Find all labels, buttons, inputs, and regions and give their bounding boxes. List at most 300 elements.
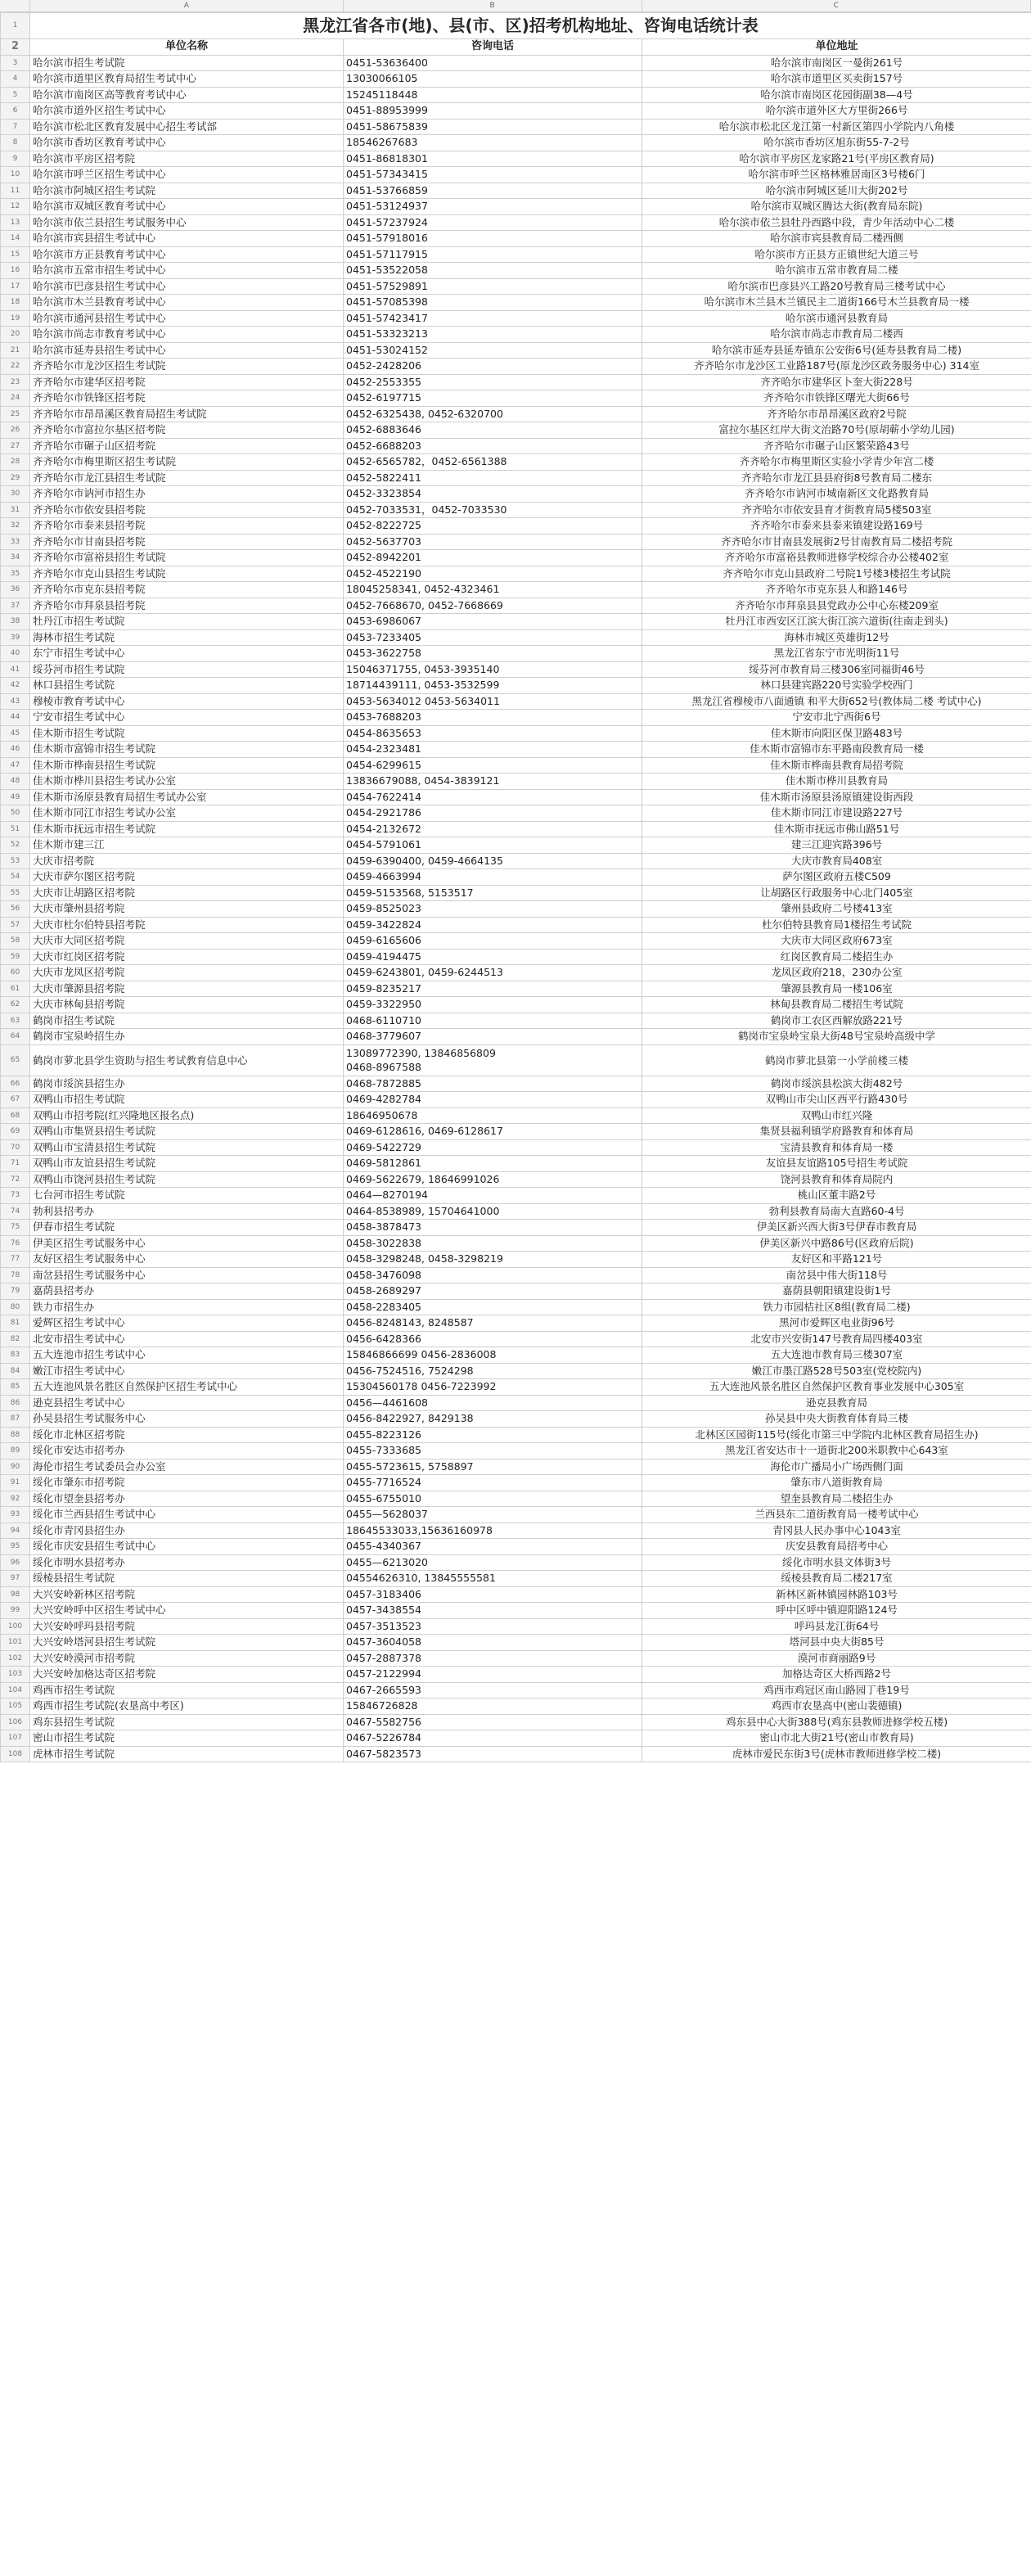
row-number[interactable]: 87 [1, 1411, 30, 1428]
cell-phone[interactable]: 0469-5622679, 18646991026 [344, 1171, 642, 1188]
cell-unit-name[interactable]: 绥棱县招生考试院 [30, 1571, 344, 1587]
cell-address[interactable]: 庆安县教育局招考中心 [642, 1539, 1031, 1555]
row-number[interactable]: 91 [1, 1475, 30, 1491]
cell-address[interactable]: 呼玛县龙江街64号 [642, 1618, 1031, 1635]
row-number[interactable]: 64 [1, 1029, 30, 1045]
cell-unit-name[interactable]: 佳木斯市桦南县招生考试院 [30, 757, 344, 774]
cell-address[interactable]: 哈尔滨市松北区龙江第一村新区第四小学院内八角楼 [642, 119, 1031, 135]
cell-phone[interactable]: 0455-7333685 [344, 1443, 642, 1459]
row-number[interactable]: 47 [1, 757, 30, 774]
cell-phone[interactable]: 0452-6565782，0452-6561388 [344, 454, 642, 471]
cell-phone[interactable]: 0459-4663994 [344, 869, 642, 886]
cell-unit-name[interactable]: 孙吴县招生考试服务中心 [30, 1411, 344, 1428]
cell-phone[interactable]: 0452-7033531，0452-7033530 [344, 502, 642, 518]
column-letter-a[interactable]: A [30, 0, 344, 11]
cell-phone[interactable]: 0458-3022838 [344, 1235, 642, 1252]
cell-phone[interactable]: 0457-2122994 [344, 1667, 642, 1683]
cell-address[interactable]: 让胡路区行政服务中心北门405室 [642, 885, 1031, 901]
cell-unit-name[interactable]: 大庆市萨尔图区招考院 [30, 869, 344, 886]
cell-address[interactable]: 海林市城区英雄街12号 [642, 629, 1031, 646]
cell-address[interactable]: 齐齐哈尔市铁锋区曙光大街66号 [642, 390, 1031, 407]
cell-phone[interactable]: 0452-6325438, 0452-6320700 [344, 406, 642, 422]
cell-phone[interactable]: 0452-4522190 [344, 566, 642, 582]
row-number[interactable]: 1 [1, 13, 30, 39]
cell-address[interactable]: 鹤岗市工农区西解放路221号 [642, 1013, 1031, 1029]
row-number[interactable]: 52 [1, 837, 30, 854]
cell-unit-name[interactable]: 鹤岗市招生考试院 [30, 1013, 344, 1029]
cell-phone[interactable]: 0451-57343415 [344, 167, 642, 183]
cell-address[interactable]: 绥芬河市教育局三楼306室同福街46号 [642, 661, 1031, 678]
cell-unit-name[interactable]: 虎林市招生考试院 [30, 1746, 344, 1762]
row-number[interactable]: 46 [1, 742, 30, 758]
cell-phone[interactable]: 0451-53323213 [344, 327, 642, 343]
cell-phone[interactable]: 0451-57117915 [344, 246, 642, 263]
row-number[interactable]: 67 [1, 1092, 30, 1108]
cell-unit-name[interactable]: 绥化市肇东市招考院 [30, 1475, 344, 1491]
cell-phone[interactable]: 0451-88953999 [344, 103, 642, 120]
row-number[interactable]: 85 [1, 1379, 30, 1396]
row-number[interactable]: 11 [1, 183, 30, 199]
cell-phone[interactable]: 0458-3878473 [344, 1220, 642, 1236]
cell-address[interactable]: 密山市北大街21号(密山市教育局) [642, 1730, 1031, 1747]
row-number[interactable]: 83 [1, 1347, 30, 1364]
cell-unit-name[interactable]: 绥化市庆安县招生考试中心 [30, 1539, 344, 1555]
row-number[interactable]: 98 [1, 1586, 30, 1603]
row-number[interactable]: 8 [1, 135, 30, 151]
cell-unit-name[interactable]: 哈尔滨市道里区教育局招生考试中心 [30, 71, 344, 88]
cell-address[interactable]: 勃利县教育局南大直路60-4号 [642, 1203, 1031, 1220]
cell-unit-name[interactable]: 鸡西市招生考试院 [30, 1682, 344, 1699]
row-number[interactable]: 23 [1, 374, 30, 390]
row-number[interactable]: 100 [1, 1618, 30, 1635]
row-number[interactable]: 94 [1, 1523, 30, 1539]
row-number[interactable]: 88 [1, 1427, 30, 1443]
cell-unit-name[interactable]: 佳木斯市招生考试院 [30, 725, 344, 742]
cell-address[interactable]: 哈尔滨市道里区买卖街157号 [642, 71, 1031, 88]
row-number[interactable]: 18 [1, 295, 30, 311]
cell-phone[interactable]: 18546267683 [344, 135, 642, 151]
column-letter-c[interactable]: C [642, 0, 1031, 11]
row-number[interactable]: 6 [1, 103, 30, 120]
cell-address[interactable]: 哈尔滨市平房区龙家路21号(平房区教育局) [642, 151, 1031, 167]
cell-address[interactable]: 呼中区呼中镇迎阳路124号 [642, 1603, 1031, 1619]
cell-address[interactable]: 佳木斯市同江市建设路227号 [642, 805, 1031, 822]
cell-phone[interactable]: 0468-3779607 [344, 1029, 642, 1045]
row-number[interactable]: 48 [1, 774, 30, 790]
row-number[interactable]: 39 [1, 629, 30, 646]
cell-phone[interactable]: 0452-5637703 [344, 534, 642, 550]
cell-unit-name[interactable]: 海林市招生考试院 [30, 629, 344, 646]
row-number[interactable]: 104 [1, 1682, 30, 1699]
cell-address[interactable]: 孙吴县中央大街教育体育局三楼 [642, 1411, 1031, 1428]
cell-address[interactable]: 哈尔滨市双城区腾达大街(教育局东院) [642, 199, 1031, 215]
cell-address[interactable]: 伊美区新兴西大街3号伊春市教育局 [642, 1220, 1031, 1236]
cell-phone[interactable]: 0454-8635653 [344, 725, 642, 742]
cell-address[interactable]: 嫩江市墨江路528号503室(党校院内) [642, 1363, 1031, 1379]
row-number[interactable]: 9 [1, 151, 30, 167]
row-number[interactable]: 42 [1, 678, 30, 694]
row-number[interactable]: 37 [1, 598, 30, 614]
cell-phone[interactable]: 0456-6428366 [344, 1331, 642, 1347]
cell-phone[interactable]: 0451-58675839 [344, 119, 642, 135]
row-number[interactable]: 96 [1, 1554, 30, 1571]
row-number[interactable]: 2 [1, 39, 30, 56]
row-number[interactable]: 16 [1, 263, 30, 279]
cell-unit-name[interactable]: 齐齐哈尔市克山县招生考试院 [30, 566, 344, 582]
cell-phone[interactable]: 0464-8538989, 15704641000 [344, 1203, 642, 1220]
cell-unit-name[interactable]: 绥芬河市招生考试院 [30, 661, 344, 678]
cell-unit-name[interactable]: 大庆市红岗区招考院 [30, 949, 344, 965]
row-number[interactable]: 99 [1, 1603, 30, 1619]
cell-address[interactable]: 齐齐哈尔市克东县人和路146号 [642, 582, 1031, 598]
cell-address[interactable]: 林口县建宾路220号实验学校西门 [642, 678, 1031, 694]
row-number[interactable]: 57 [1, 917, 30, 933]
cell-address[interactable]: 桃山区董丰路2号 [642, 1188, 1031, 1204]
header-address[interactable]: 单位地址 [642, 39, 1031, 56]
cell-address[interactable]: 齐齐哈尔市甘南县发展街2号甘南教育局二楼招考院 [642, 534, 1031, 550]
cell-address[interactable]: 伊美区新兴中路86号(区政府后院) [642, 1235, 1031, 1252]
cell-address[interactable]: 齐齐哈尔市龙沙区工业路187号(原龙沙区政务服务中心) 314室 [642, 359, 1031, 375]
cell-phone[interactable]: 15245118448 [344, 87, 642, 103]
cell-address[interactable]: 海伦市广播局小广场西侧门面 [642, 1459, 1031, 1475]
cell-unit-name[interactable]: 鸡西市招生考试院(农垦高中考区) [30, 1699, 344, 1715]
cell-unit-name[interactable]: 大庆市大同区招考院 [30, 933, 344, 950]
cell-address[interactable]: 宝清县教育和体育局一楼 [642, 1139, 1031, 1156]
cell-address[interactable]: 鹤岗市萝北县第一小学前楼三楼 [642, 1044, 1031, 1076]
cell-address[interactable]: 哈尔滨市香坊区旭东街55-7-2号 [642, 135, 1031, 151]
cell-unit-name[interactable]: 齐齐哈尔市克东县招考院 [30, 582, 344, 598]
cell-phone[interactable]: 0457-3183406 [344, 1586, 642, 1603]
cell-unit-name[interactable]: 哈尔滨市双城区教育考试中心 [30, 199, 344, 215]
row-number[interactable]: 102 [1, 1650, 30, 1667]
cell-address[interactable]: 齐齐哈尔市富裕县教师进修学校综合办公楼402室 [642, 550, 1031, 566]
cell-address[interactable]: 龙凤区政府218，230办公室 [642, 965, 1031, 981]
cell-phone[interactable]: 0452-6883646 [344, 422, 642, 439]
cell-address[interactable]: 逊克县教育局 [642, 1395, 1031, 1411]
row-number[interactable]: 49 [1, 789, 30, 805]
cell-phone[interactable]: 0458-3476098 [344, 1267, 642, 1283]
cell-unit-name[interactable]: 大庆市龙凤区招考院 [30, 965, 344, 981]
cell-address[interactable]: 哈尔滨市南岗区一曼街261号 [642, 55, 1031, 71]
row-number[interactable]: 90 [1, 1459, 30, 1475]
cell-phone[interactable]: 0454-2132672 [344, 821, 642, 837]
cell-unit-name[interactable]: 哈尔滨市平房区招考院 [30, 151, 344, 167]
row-number[interactable]: 50 [1, 805, 30, 822]
row-number[interactable]: 71 [1, 1156, 30, 1172]
cell-phone[interactable]: 0469-5812861 [344, 1156, 642, 1172]
cell-unit-name[interactable]: 哈尔滨市巴彦县招生考试中心 [30, 278, 344, 295]
cell-address[interactable]: 哈尔滨市巴彦县兴工路20号教育局三楼考试中心 [642, 278, 1031, 295]
cell-address[interactable]: 双鸭山市尖山区西平行路430号 [642, 1092, 1031, 1108]
cell-address[interactable]: 齐齐哈尔市讷河市城南新区文化路教育局 [642, 486, 1031, 503]
cell-address[interactable]: 哈尔滨市道外区大方里街266号 [642, 103, 1031, 120]
cell-address[interactable]: 友好区和平路121号 [642, 1252, 1031, 1268]
cell-unit-name[interactable]: 逊克县招生考试中心 [30, 1395, 344, 1411]
row-number[interactable]: 74 [1, 1203, 30, 1220]
cell-address[interactable]: 齐齐哈尔市依安县育才街教育局5楼503室 [642, 502, 1031, 518]
cell-unit-name[interactable]: 鸡东县招生考试院 [30, 1714, 344, 1730]
cell-unit-name[interactable]: 北安市招生考试中心 [30, 1331, 344, 1347]
cell-address[interactable]: 新林区新林镇园林路103号 [642, 1586, 1031, 1603]
cell-unit-name[interactable]: 爱辉区招生考试中心 [30, 1315, 344, 1332]
cell-unit-name[interactable]: 齐齐哈尔市甘南县招考院 [30, 534, 344, 550]
cell-unit-name[interactable]: 哈尔滨市阿城区招生考试院 [30, 183, 344, 199]
cell-address[interactable]: 南岔县中伟大街118号 [642, 1267, 1031, 1283]
cell-unit-name[interactable]: 齐齐哈尔市碾子山区招考院 [30, 438, 344, 454]
cell-address[interactable]: 林甸县教育局二楼招生考试院 [642, 997, 1031, 1013]
cell-phone[interactable]: 0457-3438554 [344, 1603, 642, 1619]
cell-address[interactable]: 黑龙江省东宁市光明街11号 [642, 646, 1031, 662]
cell-unit-name[interactable]: 宁安市招生考试中心 [30, 710, 344, 726]
cell-unit-name[interactable]: 佳木斯市桦川县招生考试办公室 [30, 774, 344, 790]
cell-phone[interactable]: 0456-8422927, 8429138 [344, 1411, 642, 1428]
cell-phone[interactable]: 0459-8525023 [344, 901, 642, 918]
cell-phone[interactable]: 0452-6197715 [344, 390, 642, 407]
cell-phone[interactable]: 0457-3604058 [344, 1635, 642, 1651]
cell-address[interactable]: 绥化市明水县文体街3号 [642, 1554, 1031, 1571]
cell-address[interactable]: 哈尔滨市方正县方正镇世纪大道三号 [642, 246, 1031, 263]
cell-unit-name[interactable]: 哈尔滨市木兰县教育考试中心 [30, 295, 344, 311]
cell-address[interactable]: 望奎县教育局二楼招生办 [642, 1491, 1031, 1507]
cell-address[interactable]: 五大连池市教育局三楼307室 [642, 1347, 1031, 1364]
cell-address[interactable]: 红岗区教育局二楼招生办 [642, 949, 1031, 965]
cell-phone[interactable]: 0453-7233405 [344, 629, 642, 646]
cell-phone[interactable]: 0467-5582756 [344, 1714, 642, 1730]
cell-address[interactable]: 饶河县教育和体育局院内 [642, 1171, 1031, 1188]
cell-unit-name[interactable]: 大庆市肇州县招考院 [30, 901, 344, 918]
row-number[interactable]: 43 [1, 693, 30, 710]
cell-unit-name[interactable]: 绥化市兰西县招生考试中心 [30, 1507, 344, 1523]
row-number[interactable]: 26 [1, 422, 30, 439]
cell-address[interactable]: 加格达奇区大桥西路2号 [642, 1667, 1031, 1683]
row-number[interactable]: 73 [1, 1188, 30, 1204]
cell-unit-name[interactable]: 齐齐哈尔市富拉尔基区招考院 [30, 422, 344, 439]
row-number[interactable]: 89 [1, 1443, 30, 1459]
cell-address[interactable]: 哈尔滨市尚志市教育局二楼西 [642, 327, 1031, 343]
cell-address[interactable]: 齐齐哈尔市建华区卜奎大街228号 [642, 374, 1031, 390]
row-number[interactable]: 27 [1, 438, 30, 454]
cell-phone[interactable]: 0456-8248143, 8248587 [344, 1315, 642, 1332]
cell-phone[interactable]: 0457-3513523 [344, 1618, 642, 1635]
cell-phone[interactable]: 18714439111, 0453-3532599 [344, 678, 642, 694]
cell-unit-name[interactable]: 齐齐哈尔市铁锋区招考院 [30, 390, 344, 407]
cell-unit-name[interactable]: 双鸭山市宝清县招生考试院 [30, 1139, 344, 1156]
cell-phone[interactable]: 0455—5628037 [344, 1507, 642, 1523]
cell-phone[interactable]: 04554626310, 13845555581 [344, 1571, 642, 1587]
cell-unit-name[interactable]: 南岔县招生考试服务中心 [30, 1267, 344, 1283]
cell-phone[interactable]: 0464—8270194 [344, 1188, 642, 1204]
cell-address[interactable]: 集贤县福利镇学府路教育和体育局 [642, 1124, 1031, 1140]
cell-address[interactable]: 黑河市爱辉区电业街96号 [642, 1315, 1031, 1332]
row-number[interactable]: 33 [1, 534, 30, 550]
cell-phone[interactable]: 0458-3298248, 0458-3298219 [344, 1252, 642, 1268]
cell-address[interactable]: 北安市兴安街147号教育局四楼403室 [642, 1331, 1031, 1347]
cell-address[interactable]: 佳木斯市向阳区保卫路483号 [642, 725, 1031, 742]
cell-address[interactable]: 哈尔滨市五常市教育局二楼 [642, 263, 1031, 279]
row-number[interactable]: 84 [1, 1363, 30, 1379]
cell-phone[interactable]: 0451-57423417 [344, 310, 642, 327]
row-number[interactable]: 76 [1, 1235, 30, 1252]
cell-phone[interactable]: 0453-6986067 [344, 614, 642, 630]
cell-address[interactable]: 佳木斯市桦川县教育局 [642, 774, 1031, 790]
cell-unit-name[interactable]: 齐齐哈尔市拜泉县招考院 [30, 598, 344, 614]
sheet-title[interactable]: 黑龙江省各市(地)、县(市、区)招考机构地址、咨询电话统计表 [30, 13, 1031, 39]
cell-unit-name[interactable]: 绥化市明水县招考办 [30, 1554, 344, 1571]
cell-unit-name[interactable]: 穆棱市教育考试中心 [30, 693, 344, 710]
cell-phone[interactable]: 0451-57237924 [344, 214, 642, 231]
cell-unit-name[interactable]: 双鸭山市友谊县招生考试院 [30, 1156, 344, 1172]
cell-unit-name[interactable]: 齐齐哈尔市泰来县招考院 [30, 518, 344, 535]
row-number[interactable]: 81 [1, 1315, 30, 1332]
cell-phone[interactable]: 0452-2428206 [344, 359, 642, 375]
cell-unit-name[interactable]: 哈尔滨市香坊区教育考试中心 [30, 135, 344, 151]
cell-unit-name[interactable]: 牡丹江市招生考试院 [30, 614, 344, 630]
cell-unit-name[interactable]: 勃利县招考办 [30, 1203, 344, 1220]
cell-unit-name[interactable]: 鹤岗市宝泉岭招生办 [30, 1029, 344, 1045]
cell-phone[interactable]: 0456—4461608 [344, 1395, 642, 1411]
row-number[interactable]: 101 [1, 1635, 30, 1651]
cell-address[interactable]: 鹤岗市宝泉岭宝泉大街48号宝泉岭高级中学 [642, 1029, 1031, 1045]
row-number[interactable]: 107 [1, 1730, 30, 1747]
cell-phone[interactable]: 15846726828 [344, 1699, 642, 1715]
cell-unit-name[interactable]: 齐齐哈尔市昂昂溪区教育局招生考试院 [30, 406, 344, 422]
cell-address[interactable]: 哈尔滨市延寿县延寿镇东公安街6号(延寿县教育局二楼) [642, 342, 1031, 359]
row-number[interactable]: 14 [1, 231, 30, 247]
cell-phone[interactable]: 0469-6128616, 0469-6128617 [344, 1124, 642, 1140]
cell-address[interactable]: 肇源县教育局一楼106室 [642, 981, 1031, 997]
cell-phone[interactable]: 0458-2689297 [344, 1283, 642, 1300]
cell-unit-name[interactable]: 鹤岗市萝北县学生资助与招生考试教育信息中心 [30, 1044, 344, 1076]
row-number[interactable]: 58 [1, 933, 30, 950]
row-number[interactable]: 105 [1, 1699, 30, 1715]
cell-phone[interactable]: 0454-6299615 [344, 757, 642, 774]
cell-address[interactable]: 双鸭山市红兴隆 [642, 1108, 1031, 1124]
row-number[interactable]: 106 [1, 1714, 30, 1730]
cell-unit-name[interactable]: 齐齐哈尔市梅里斯区招生考试院 [30, 454, 344, 471]
cell-address[interactable]: 哈尔滨市南岗区花园街副38—4号 [642, 87, 1031, 103]
row-number[interactable]: 38 [1, 614, 30, 630]
row-number[interactable]: 82 [1, 1331, 30, 1347]
row-number[interactable]: 86 [1, 1395, 30, 1411]
row-number[interactable]: 34 [1, 550, 30, 566]
cell-address[interactable]: 齐齐哈尔市梅里斯区实验小学青少年宫二楼 [642, 454, 1031, 471]
row-number[interactable]: 17 [1, 278, 30, 295]
cell-unit-name[interactable]: 哈尔滨市松北区教育发展中心招生考试部 [30, 119, 344, 135]
column-letter-b[interactable]: B [344, 0, 642, 11]
row-number[interactable]: 40 [1, 646, 30, 662]
cell-unit-name[interactable]: 齐齐哈尔市建华区招考院 [30, 374, 344, 390]
cell-unit-name[interactable]: 佳木斯市同江市招生考试办公室 [30, 805, 344, 822]
row-number[interactable]: 41 [1, 661, 30, 678]
cell-address[interactable]: 嘉荫县朝阳镇建设街1号 [642, 1283, 1031, 1300]
cell-unit-name[interactable]: 大兴安岭新林区招考院 [30, 1586, 344, 1603]
row-number[interactable]: 75 [1, 1220, 30, 1236]
cell-unit-name[interactable]: 绥化市北林区招考院 [30, 1427, 344, 1443]
row-number[interactable]: 4 [1, 71, 30, 88]
cell-address[interactable]: 佳木斯市抚远市佛山路51号 [642, 821, 1031, 837]
cell-unit-name[interactable]: 双鸭山市饶河县招生考试院 [30, 1171, 344, 1188]
cell-phone[interactable]: 18045258341, 0452-4323461 [344, 582, 642, 598]
cell-unit-name[interactable]: 哈尔滨市延寿县招生考试中心 [30, 342, 344, 359]
cell-address[interactable]: 铁力市园桔社区8组(教育局二楼) [642, 1299, 1031, 1315]
row-number[interactable]: 20 [1, 327, 30, 343]
row-number[interactable]: 63 [1, 1013, 30, 1029]
cell-unit-name[interactable]: 齐齐哈尔市讷河市招生办 [30, 486, 344, 503]
cell-unit-name[interactable]: 绥化市青冈县招生办 [30, 1523, 344, 1539]
cell-address[interactable]: 大庆市大同区政府673室 [642, 933, 1031, 950]
cell-unit-name[interactable]: 大兴安岭漠河市招考院 [30, 1650, 344, 1667]
row-number[interactable]: 12 [1, 199, 30, 215]
cell-address[interactable]: 肇州县政府二号楼413室 [642, 901, 1031, 918]
row-number[interactable]: 45 [1, 725, 30, 742]
cell-unit-name[interactable]: 哈尔滨市五常市招生考试中心 [30, 263, 344, 279]
cell-phone[interactable]: 0469-4282784 [344, 1092, 642, 1108]
cell-phone[interactable]: 0451-57918016 [344, 231, 642, 247]
row-number[interactable]: 29 [1, 470, 30, 486]
cell-phone[interactable]: 0451-53124937 [344, 199, 642, 215]
cell-unit-name[interactable]: 五大连池市招生考试中心 [30, 1347, 344, 1364]
cell-phone[interactable]: 0451-53766859 [344, 183, 642, 199]
cell-unit-name[interactable]: 双鸭山市招生考试院 [30, 1092, 344, 1108]
cell-address[interactable]: 齐齐哈尔市昂昂溪区政府2号院 [642, 406, 1031, 422]
cell-unit-name[interactable]: 哈尔滨市招生考试院 [30, 55, 344, 71]
cell-unit-name[interactable]: 佳木斯市抚远市招生考试院 [30, 821, 344, 837]
cell-unit-name[interactable]: 铁力市招生办 [30, 1299, 344, 1315]
cell-address[interactable]: 齐齐哈尔市拜泉县县党政办公中心东楼209室 [642, 598, 1031, 614]
row-number[interactable]: 60 [1, 965, 30, 981]
cell-phone[interactable]: 0455-4340367 [344, 1539, 642, 1555]
cell-unit-name[interactable]: 伊美区招生考试服务中心 [30, 1235, 344, 1252]
cell-address[interactable]: 佳木斯市富锦市东平路南段教育局一楼 [642, 742, 1031, 758]
cell-phone[interactable]: 0459-3422824 [344, 917, 642, 933]
cell-phone[interactable]: 0456-7524516, 7524298 [344, 1363, 642, 1379]
cell-unit-name[interactable]: 密山市招生考试院 [30, 1730, 344, 1747]
row-number[interactable]: 77 [1, 1252, 30, 1268]
cell-phone[interactable]: 0452-8942201 [344, 550, 642, 566]
cell-unit-name[interactable]: 哈尔滨市方正县教育考试中心 [30, 246, 344, 263]
cell-unit-name[interactable]: 哈尔滨市呼兰区招生考试中心 [30, 167, 344, 183]
cell-unit-name[interactable]: 双鸭山市集贤县招生考试院 [30, 1124, 344, 1140]
row-number[interactable]: 7 [1, 119, 30, 135]
cell-unit-name[interactable]: 佳木斯市建三江 [30, 837, 344, 854]
cell-address[interactable]: 虎林市爱民东街3号(虎林市教师进修学校二楼) [642, 1746, 1031, 1762]
cell-address[interactable]: 萨尔图区政府五楼C509 [642, 869, 1031, 886]
row-number[interactable]: 53 [1, 853, 30, 869]
cell-unit-name[interactable]: 大兴安岭塔河县招生考试院 [30, 1635, 344, 1651]
row-number[interactable]: 78 [1, 1267, 30, 1283]
cell-unit-name[interactable]: 绥化市安达市招考办 [30, 1443, 344, 1459]
cell-phone[interactable]: 0458-2283405 [344, 1299, 642, 1315]
row-number[interactable]: 79 [1, 1283, 30, 1300]
cell-address[interactable]: 齐齐哈尔市碾子山区繁荣路43号 [642, 438, 1031, 454]
cell-address[interactable]: 富拉尔基区红岸大街文治路70号(原胡蕲小学幼儿园) [642, 422, 1031, 439]
cell-phone[interactable]: 0455-8223126 [344, 1427, 642, 1443]
cell-address[interactable]: 黑龙江省穆棱市八面通镇 和平大街652号(教体局二楼 考试中心) [642, 693, 1031, 710]
cell-phone[interactable]: 0459-6243801, 0459-6244513 [344, 965, 642, 981]
cell-address[interactable]: 绥棱县教育局二楼217室 [642, 1571, 1031, 1587]
row-number[interactable]: 51 [1, 821, 30, 837]
cell-unit-name[interactable]: 绥化市望奎县招考办 [30, 1491, 344, 1507]
cell-unit-name[interactable]: 齐齐哈尔市富裕县招生考试院 [30, 550, 344, 566]
row-number[interactable]: 21 [1, 342, 30, 359]
cell-unit-name[interactable]: 哈尔滨市道外区招生考试中心 [30, 103, 344, 120]
cell-phone[interactable]: 0452-6688203 [344, 438, 642, 454]
cell-unit-name[interactable]: 大兴安岭加格达奇区招考院 [30, 1667, 344, 1683]
cell-address[interactable]: 鸡西市农垦高中(密山裴德镇) [642, 1699, 1031, 1715]
row-number[interactable]: 97 [1, 1571, 30, 1587]
row-number[interactable]: 56 [1, 901, 30, 918]
row-number[interactable]: 72 [1, 1171, 30, 1188]
